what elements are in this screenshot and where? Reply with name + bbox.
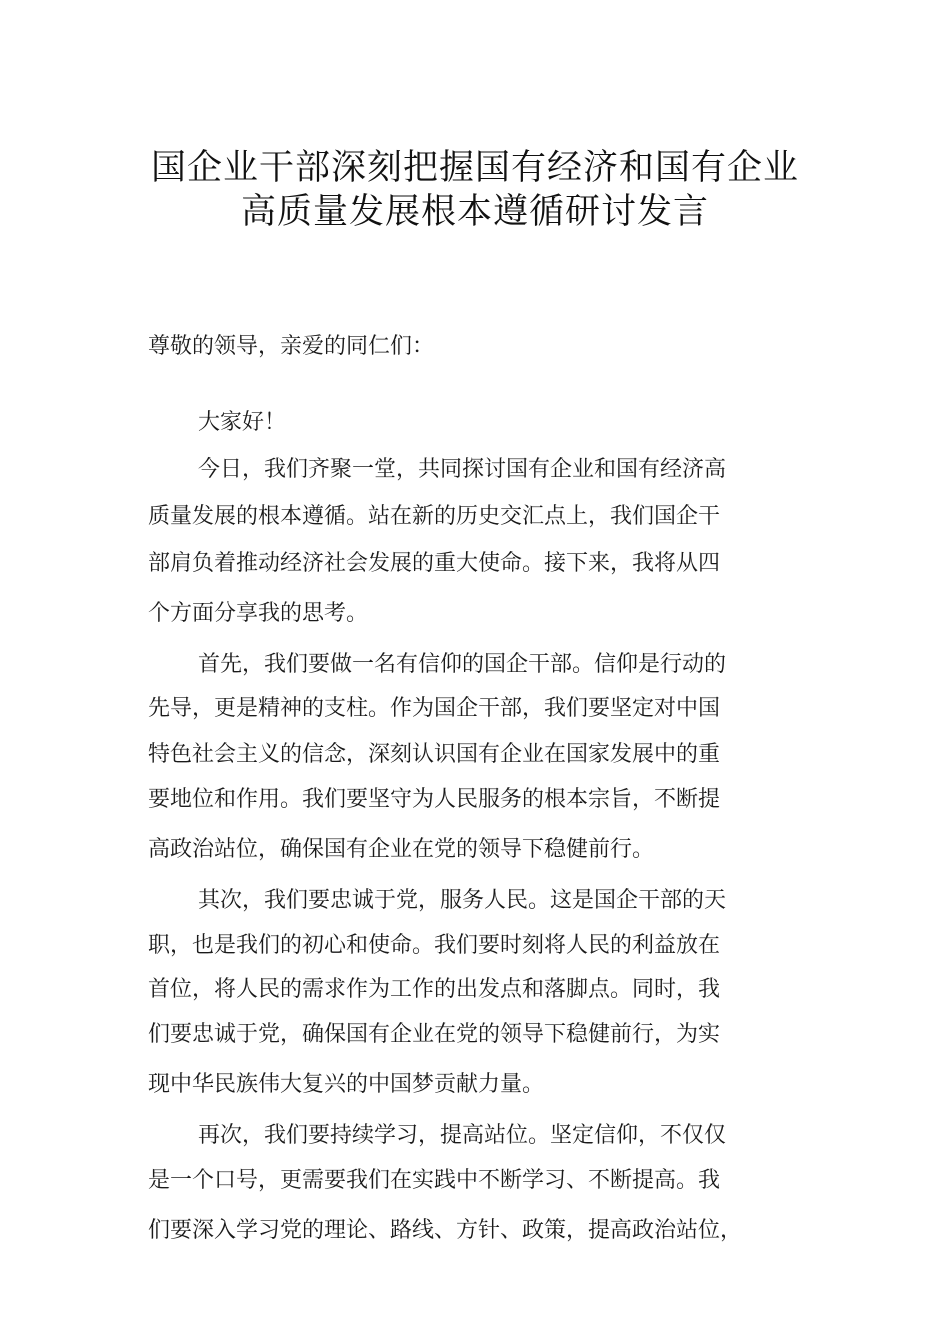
paragraph-line: 个方面分享我的思考。 — [148, 601, 369, 626]
paragraph-line: 们要深入学习党的理论、路线、方针、政策，提高政治站位， — [148, 1218, 743, 1243]
paragraph-line: 质量发展的根本遵循。站在新的历史交汇点上，我们国企干 — [148, 504, 721, 529]
paragraph-line: 部肩负着推动经济社会发展的重大使命。接下来，我将从四 — [148, 551, 721, 576]
paragraph-line: 现中华民族伟大复兴的中国梦贡献力量。 — [148, 1072, 545, 1097]
paragraph-line: 们要忠诚于党，确保国有企业在党的领导下稳健前行，为实 — [148, 1022, 721, 1047]
paragraph-line: 首位，将人民的需求作为工作的出发点和落脚点。同时，我 — [148, 977, 721, 1002]
salutation: 尊敬的领导，亲爱的同仁们： — [148, 334, 435, 359]
paragraph-line: 要地位和作用。我们要坚守为人民服务的根本宗旨，不断提 — [148, 787, 721, 812]
paragraph-line: 是一个口号，更需要我们在实践中不断学习、不断提高。我 — [148, 1168, 721, 1193]
paragraph-line: 高政治站位，确保国有企业在党的领导下稳健前行。 — [148, 837, 655, 862]
document-title-line-1: 国企业干部深刻把握国有经济和国有企业 — [150, 148, 799, 188]
document-title-line-2: 高质量发展根本遵循研讨发言 — [240, 192, 709, 232]
paragraph-line: 今日，我们齐聚一堂，共同探讨国有企业和国有经济高 — [198, 457, 727, 482]
paragraph-line: 首先，我们要做一名有信仰的国企干部。信仰是行动的 — [198, 652, 727, 677]
paragraph-line: 特色社会主义的信念，深刻认识国有企业在国家发展中的重 — [148, 742, 721, 767]
paragraph-line: 职，也是我们的初心和使命。我们要时刻将人民的利益放在 — [148, 933, 721, 958]
paragraph-line: 其次，我们要忠诚于党，服务人民。这是国企干部的天 — [198, 888, 727, 913]
greeting: 大家好！ — [198, 410, 287, 435]
paragraph-line: 再次，我们要持续学习，提高站位。坚定信仰，不仅仅 — [198, 1123, 727, 1148]
paragraph-line: 先导，更是精神的支柱。作为国企干部，我们要坚定对中国 — [148, 696, 721, 721]
